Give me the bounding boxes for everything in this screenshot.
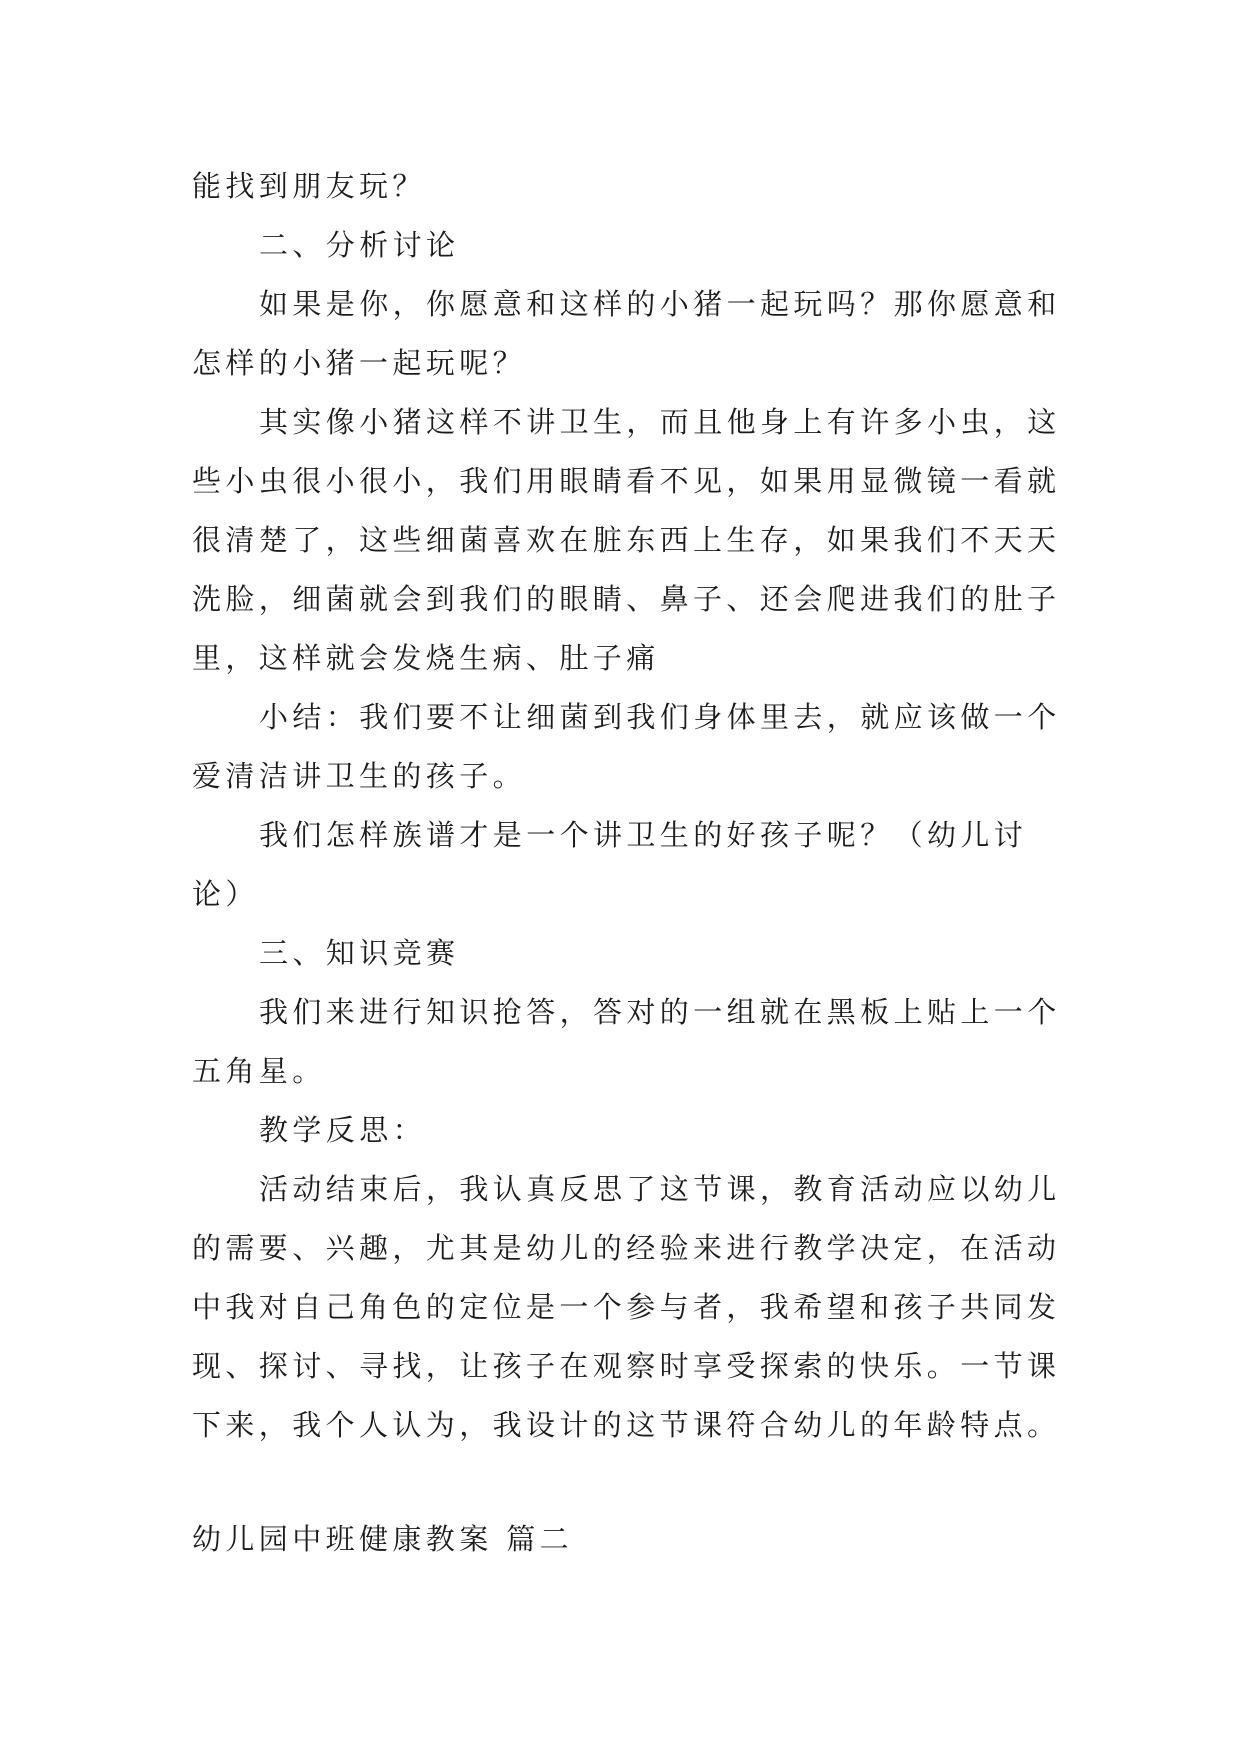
text-line: 小结：我们要不让细菌到我们身体里去，就应该做一个 (259, 700, 1061, 734)
section-heading-text: 三、知识竞赛 (259, 936, 460, 970)
text-line: 中我对自己角色的定位是一个参与者，我希望和孩子共同发 (192, 1290, 1061, 1324)
text-line: 五角星。 (192, 1054, 326, 1088)
text-line: 里，这样就会发烧生病、肚子痛 (192, 641, 660, 675)
text-line: 很清楚了，这些细菌喜欢在脏东西上生存，如果我们不天天 (192, 523, 1061, 557)
text-line: 爱清洁讲卫生的孩子。 (192, 759, 527, 793)
text-line: 现、探讨、寻找，让孩子在观察时享受探索的快乐。一节课 (192, 1349, 1061, 1383)
text-line: 我们怎样族谱才是一个讲卫生的好孩子呢？（幼儿讨 (259, 818, 1028, 852)
text-line: 洗脸，细菌就会到我们的眼睛、鼻子、还会爬进我们的肚子 (192, 582, 1061, 616)
text-line: 其实像小猪这样不讲卫生，而且他身上有许多小虫，这 (259, 405, 1061, 439)
next-section-title (192, 1510, 1241, 1569)
text-line: 怎样的小猪一起玩呢？ (192, 346, 527, 380)
text-line: 下来，我个人认为，我设计的这节课符合幼儿的年龄特点。 (192, 1408, 1061, 1442)
paragraph (192, 393, 1241, 688)
text-line: 我们来进行知识抢答，答对的一组就在黑板上贴上一个 (259, 995, 1061, 1029)
section-heading-text: 教学反思： (259, 1113, 427, 1147)
section-heading-reflection (192, 1101, 1241, 1160)
text-line: 论） (192, 877, 259, 911)
paragraph (192, 275, 1241, 393)
text-line: 的需要、兴趣，尤其是幼儿的经验来进行教学决定，在活动 (192, 1231, 1061, 1265)
paragraph (192, 983, 1241, 1101)
text-line: 些小虫很小很小，我们用眼睛看不见，如果用显微镜一看就 (192, 464, 1061, 498)
summary-paragraph (192, 688, 1241, 806)
text-line: 能找到朋友玩？ (192, 169, 426, 203)
reflection-paragraph (192, 1160, 1241, 1455)
text-line: 如果是你，你愿意和这样的小猪一起玩吗？那你愿意和 (259, 287, 1061, 321)
paragraph (192, 157, 1241, 216)
section-heading-text: 二、分析讨论 (259, 228, 460, 262)
text-line: 活动结束后，我认真反思了这节课，教育活动应以幼儿 (259, 1172, 1061, 1206)
section-heading-quiz (192, 924, 1241, 983)
section-title-text: 幼儿园中班健康教案 篇二 (192, 1522, 574, 1556)
section-heading-analysis (192, 216, 1241, 275)
paragraph (192, 806, 1241, 924)
